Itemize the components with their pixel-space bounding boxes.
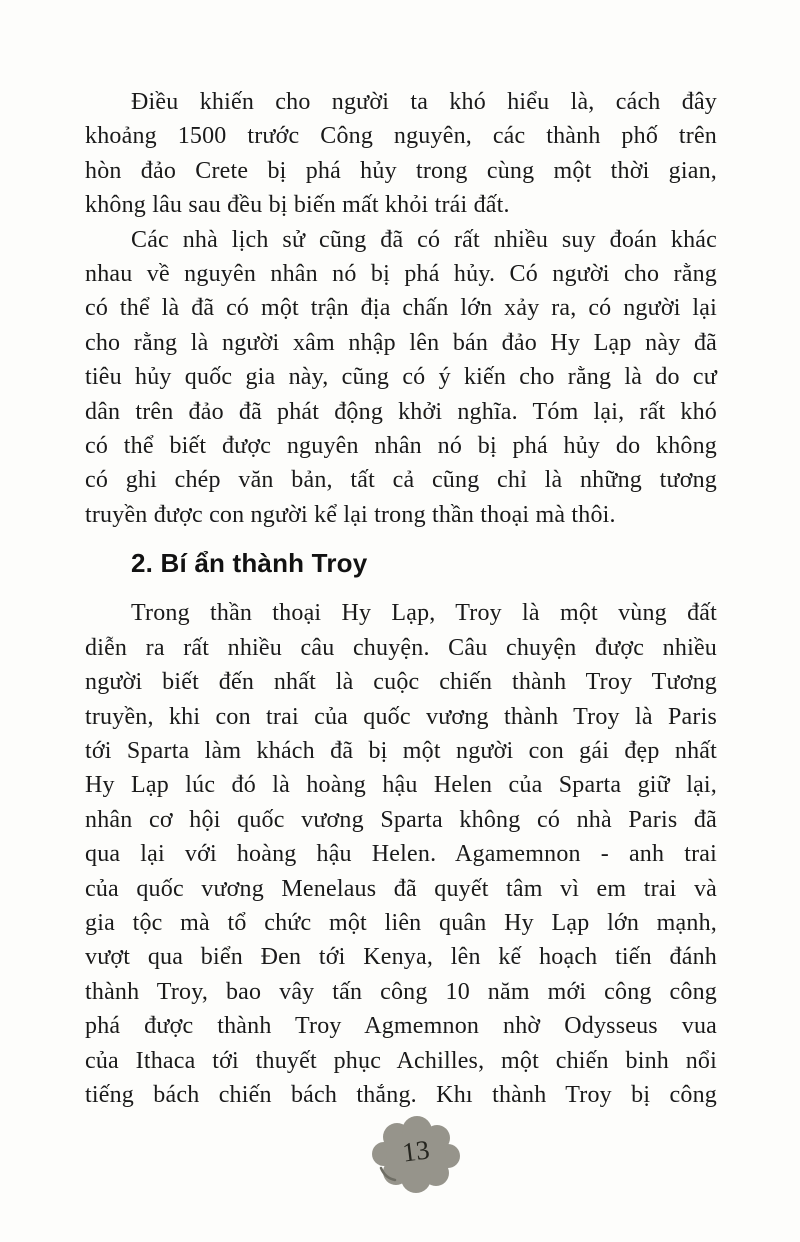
text-line: Điều khiến cho người ta khó hiểu là, cách đây	[131, 89, 717, 115]
text-line: Các nhà lịch sử cũng đã có rất nhiều suy đoán khác	[131, 226, 717, 253]
text-line: vượt qua biển Đen tới Kenya, lên kế hoạch tiến đánh	[85, 944, 717, 971]
text-line: không lâu sau đều bị biến mất khỏi trái đất.	[85, 192, 510, 219]
text-line: nhau về nguyên nhân nó bị phá hủy. Có người cho rằng	[85, 261, 717, 288]
text-line: hòn đảo Crete bị phá hủy trong cùng một thời gian,	[85, 157, 717, 184]
text-line: tiếng bách chiến bách thắng. Khı thành Troy bị công	[85, 1081, 717, 1108]
text-line: truyền, khi con trai của quốc vương thành Troy là Paris	[85, 703, 717, 730]
paragraph	[85, 223, 717, 533]
text-line: tiêu hủy quốc gia này, cũng có ý kiến cho rằng là do cư	[85, 364, 717, 391]
text-line: gia tộc mà tổ chức một liên quân Hy Lạp lớn mạnh,	[85, 909, 717, 936]
text-line: thành Troy, bao vây tấn công 10 năm mới công công	[85, 978, 717, 1005]
text-line: có ghi chép văn bản, tất cả cũng chỉ là những tương	[85, 467, 717, 494]
text-line: nhân cơ hội quốc vương Sparta không có nhà Paris đã	[85, 806, 717, 833]
text-line: khoảng 1500 trước Công nguyên, các thành phố trên	[85, 123, 717, 150]
text-line: người biết đến nhất là cuộc chiến thành Troy Tương	[85, 669, 717, 696]
paragraph	[85, 85, 717, 223]
text-line: có thể là đã có một trận địa chấn lớn xảy ra, có người lại	[85, 295, 717, 322]
text-line: qua lại với hoàng hậu Helen. Agamemnon - anh trai	[85, 841, 717, 868]
text-line: phá được thành Troy Agmemnon nhờ Odysseus vua	[85, 1013, 717, 1040]
page-number-ornament	[371, 1116, 461, 1194]
text-line: có thể biết được nguyên nhân nó bị phá hủy do không	[85, 433, 717, 460]
section-heading: 2. Bí ẩn thành Troy	[131, 548, 368, 579]
text-column	[85, 85, 717, 1112]
text-line: của Ithaca tới thuyết phục Achilles, một chiến binh nổi	[85, 1047, 717, 1074]
paragraph	[85, 596, 717, 1112]
text-line: Hy Lạp lúc đó là hoàng hậu Helen của Sparta giữ lại,	[85, 772, 717, 799]
text-line: Trong thần thoại Hy Lạp, Troy là một vùng đất	[131, 600, 717, 627]
text-line: cho rằng là người xâm nhập lên bán đảo Hy Lạp này đã	[85, 329, 717, 356]
text-line: diễn ra rất nhiều câu chuyện. Câu chuyện được nhiều	[85, 634, 717, 661]
text-line: của quốc vương Menelaus đã quyết tâm vì em trai và	[85, 875, 717, 902]
text-line: dân trên đảo đã phát động khởi nghĩa. Tóm lại, rất khó	[85, 398, 717, 425]
text-line: tới Sparta làm khách đã bị một người con gái đẹp nhất	[85, 737, 717, 764]
text-line: truyền được con người kể lại trong thần thoại mà thôi.	[85, 501, 616, 528]
page-number: 13	[400, 1134, 432, 1168]
